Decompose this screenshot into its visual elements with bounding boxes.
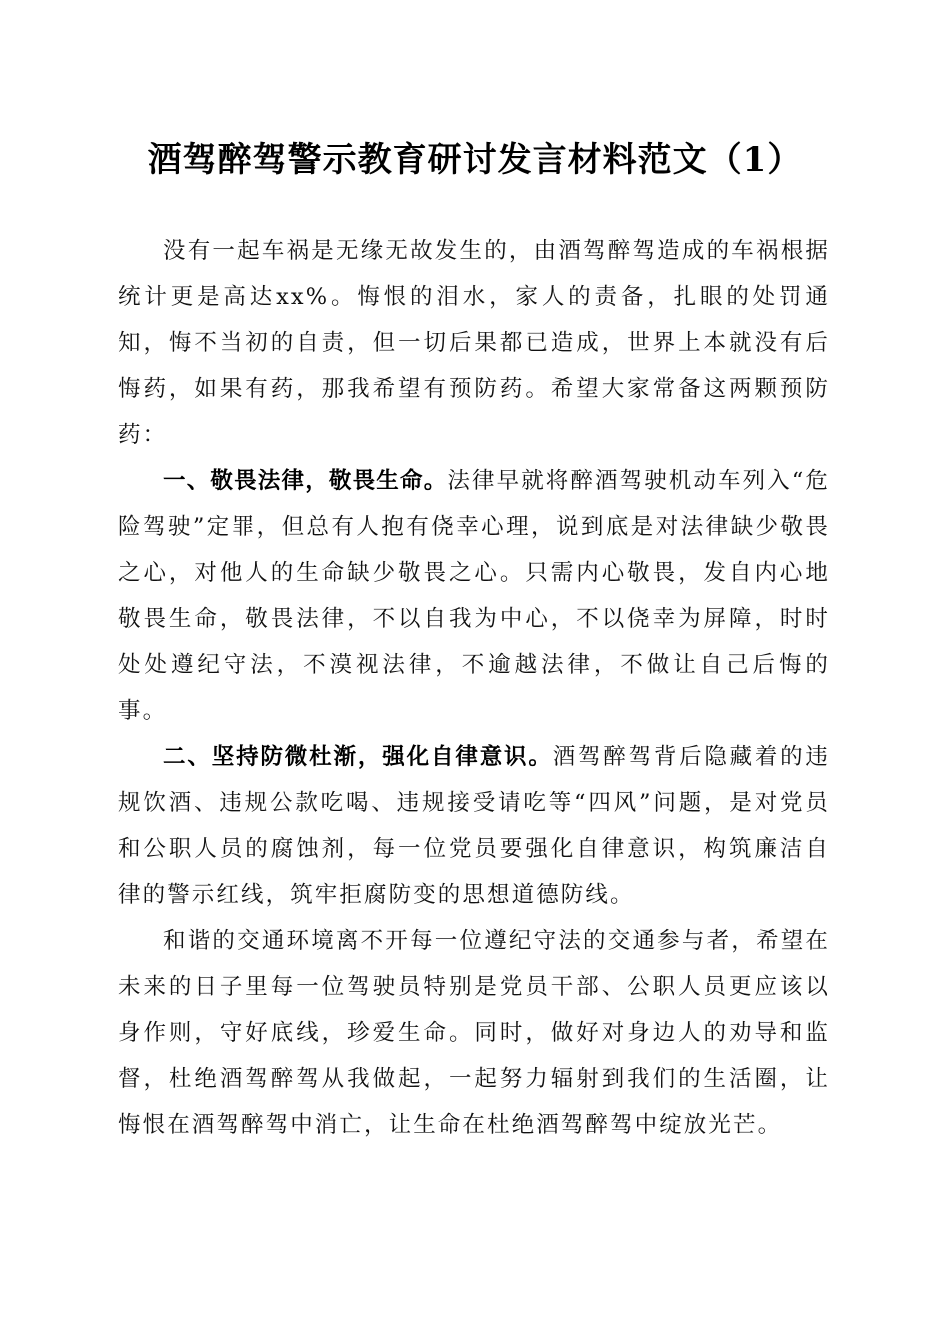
section-paragraph-2: [118, 734, 830, 918]
section-text-2: 酒驾醉驾背后隐藏着的违规饮酒、违规公款吃喝、违规接受请吃等“四风”问题，是对党员和公职人员的腐蚀剂，每一位党员要强化自律意识，构筑廉洁自律的警示红线，筑牢拒腐防变的思想道德防线。: [118, 744, 830, 908]
section-heading-1: 一、敬畏法律，敬畏生命。: [163, 468, 448, 494]
section-paragraph-1: [118, 458, 830, 734]
section-text-1: 法律早就将醉酒驾驶机动车列入“危险驾驶”定罪，但总有人抱有侥幸心理，说到底是对法律缺少敬畏之心，对他人的生命缺少敬畏之心。只需内心敬畏，发自内心地敬畏生命，敬畏法律，不以自我为中心，不以侥幸为屏障，时时处处遵纪守法，不漠视法律，不逾越法律，不做让自己后悔的事。: [118, 468, 831, 724]
closing-paragraph: 和谐的交通环境离不开每一位遵纪守法的交通参与者，希望在未来的日子里每一位驾驶员特别是党员干部、公职人员更应该以身作则，守好底线，珍爱生命。同时，做好对身边人的劝导和监督，杜绝酒驾醉驾从我做起，一起努力辐射到我们的生活圈，让悔恨在酒驾醉驾中消亡，让生命在杜绝酒驾醉驾中绽放光芒。: [118, 928, 830, 1138]
intro-paragraph: 没有一起车祸是无缘无故发生的，由酒驾醉驾造成的车祸根据统计更是高达xx%。悔恨的泪水，家人的责备，扎眼的处罚通知，悔不当初的自责，但一切后果都已造成，世界上本就没有后悔药，如果有药，那我希望有预防药。希望大家常备这两颗预防药：: [118, 238, 830, 448]
document-body: [118, 228, 830, 1148]
section-heading-2: 二、坚持防微杜渐，强化自律意识。: [163, 744, 553, 770]
document-title: 酒驾醉驾警示教育研讨发言材料范文（1）: [147, 140, 803, 180]
